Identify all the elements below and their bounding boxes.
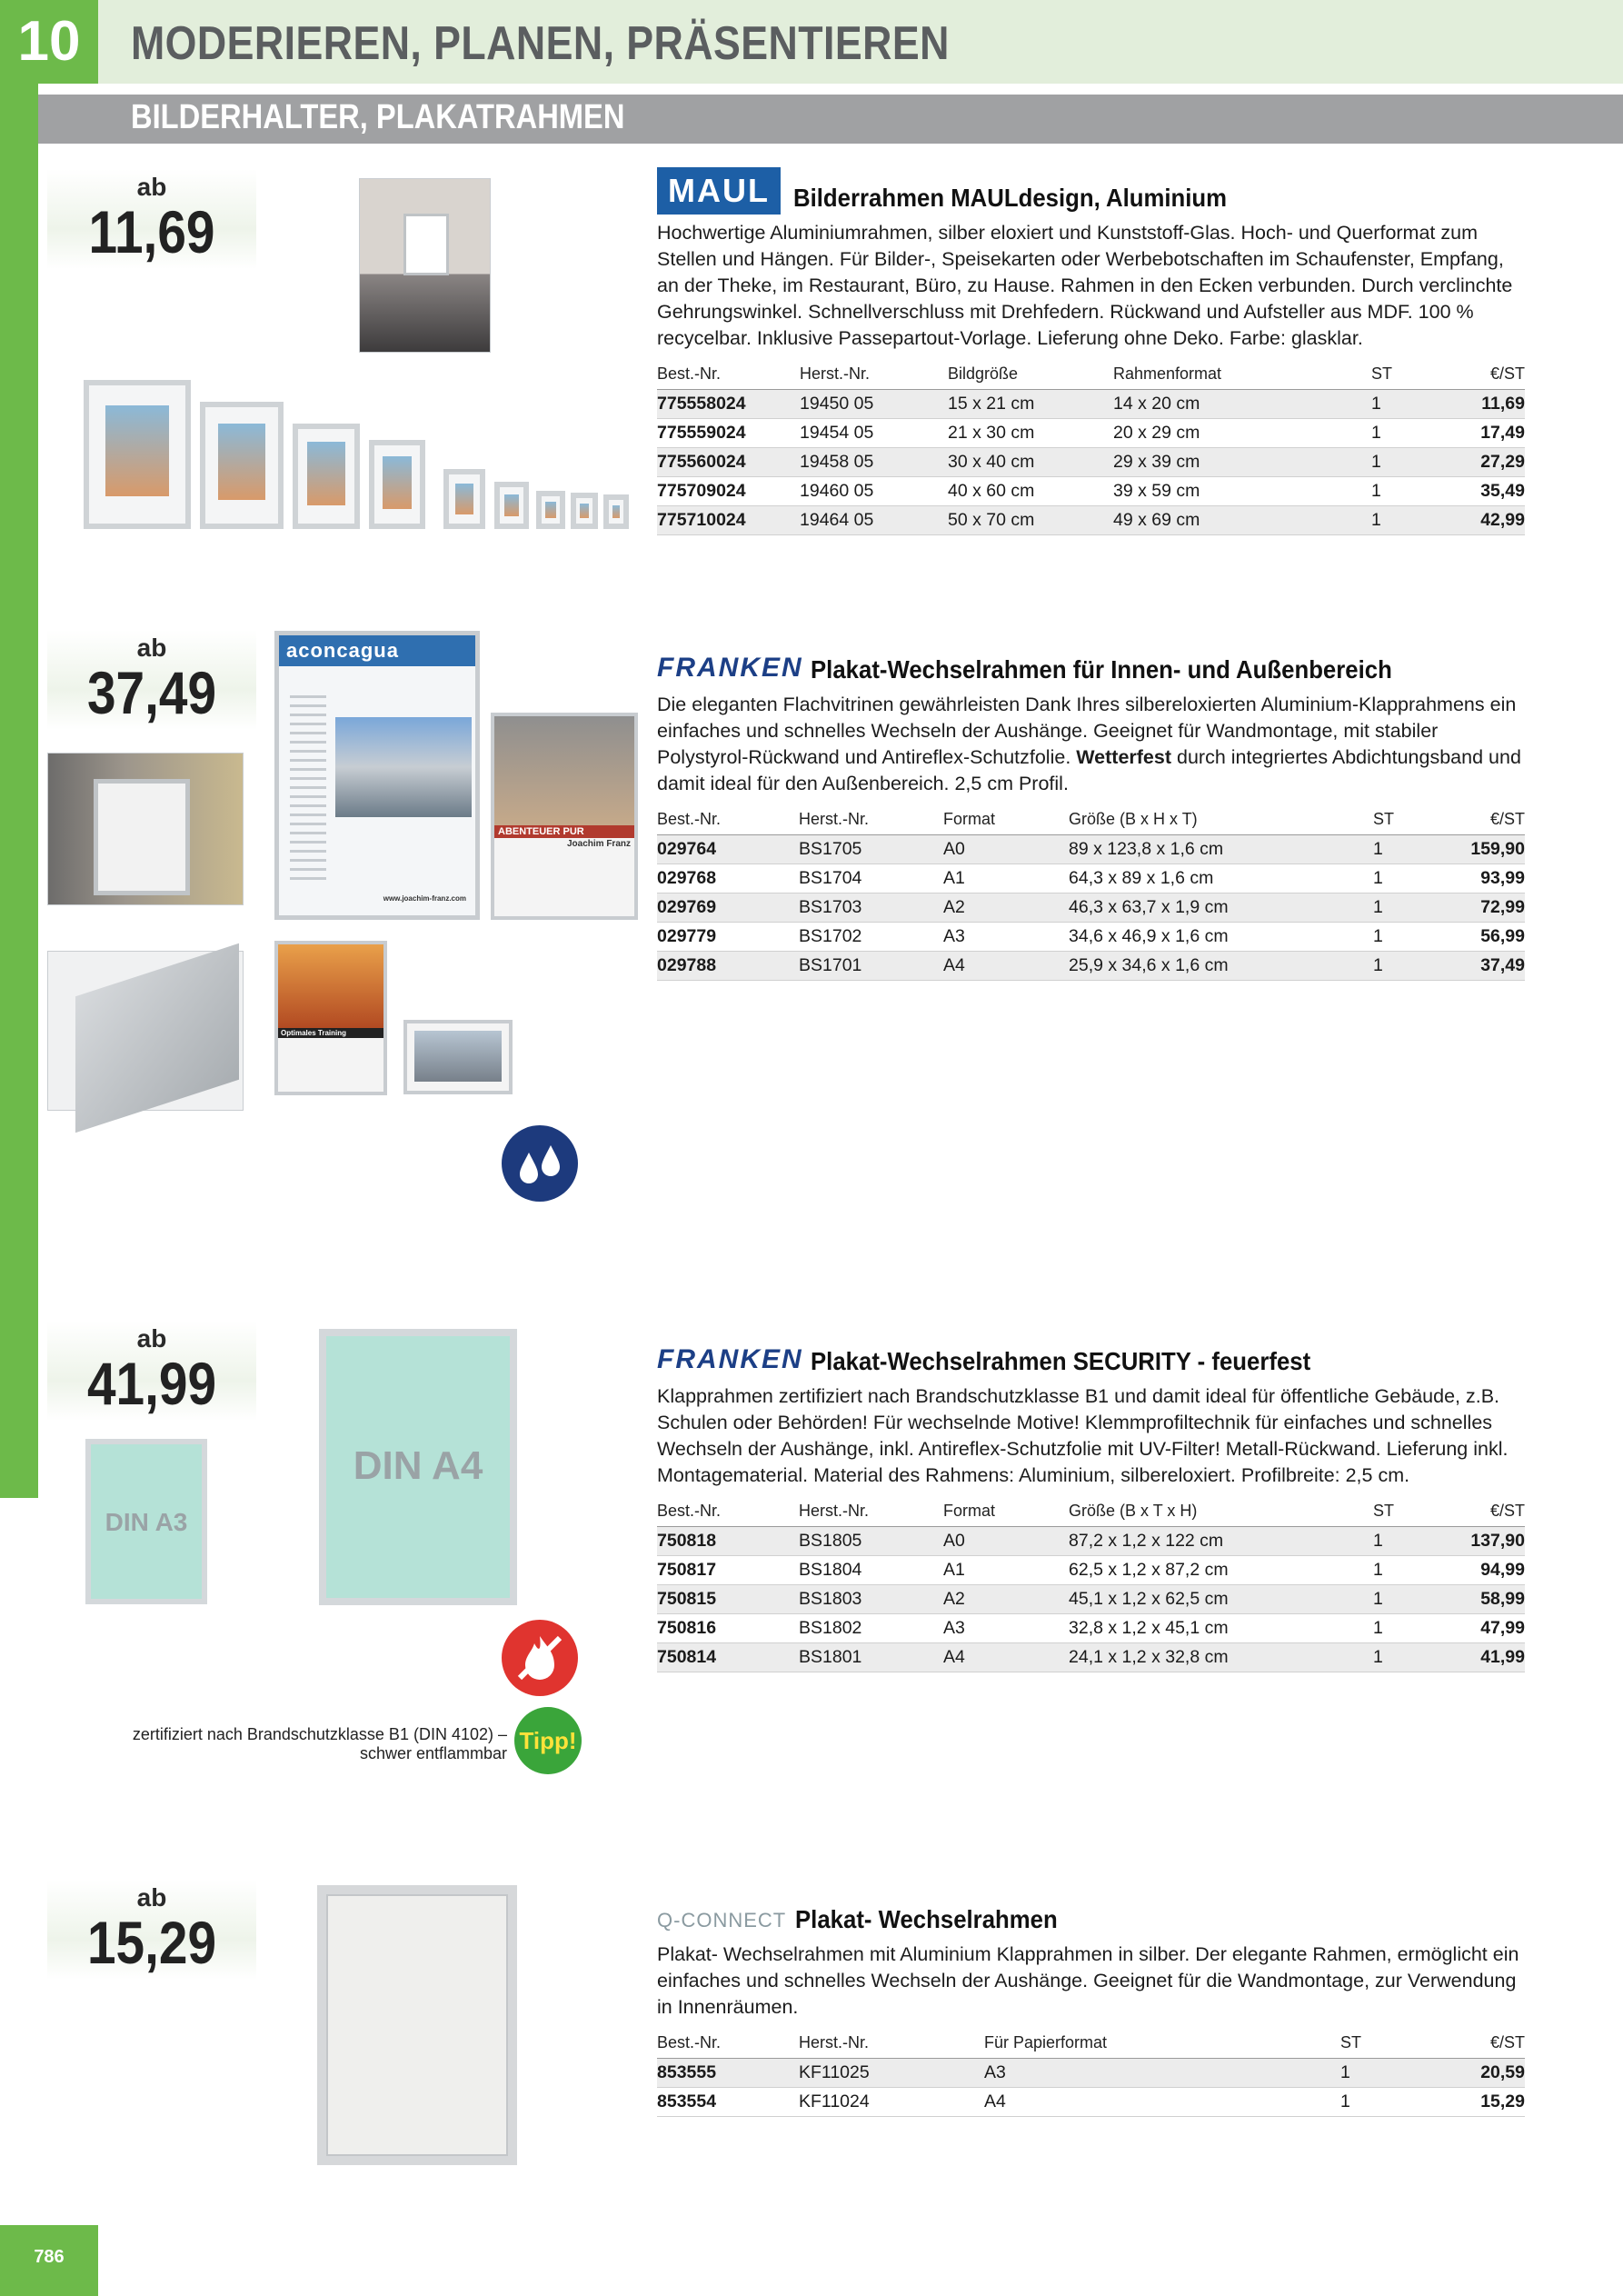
order-number: 853554 [657, 2088, 799, 2117]
unit-price: 11,69 [1444, 390, 1525, 419]
table-row [657, 1527, 1525, 1556]
product-block-franken-security [657, 1327, 1525, 1672]
mfr-number: BS1803 [799, 1585, 943, 1614]
cell: 21 x 30 cm [948, 419, 1113, 448]
unit-price: 35,49 [1444, 477, 1525, 506]
table-row [657, 390, 1525, 419]
mfr-number: KF11025 [799, 2059, 984, 2088]
order-number: 750818 [657, 1527, 799, 1556]
unit-price: 94,99 [1446, 1556, 1525, 1585]
certification-note [73, 1725, 507, 1763]
price-badge [47, 1880, 256, 1980]
price-value: 15,29 [86, 1909, 217, 1976]
order-number: 029769 [657, 893, 799, 923]
cell: A2 [943, 893, 1069, 923]
cell: A2 [943, 1585, 1069, 1614]
product-description [657, 692, 1525, 797]
unit-price: 41,99 [1446, 1643, 1525, 1672]
product-photo-wall [47, 753, 244, 905]
mfr-number: 19460 05 [800, 477, 948, 506]
product-description: Klapprahmen zertifiziert nach Brandschutzklasse B1 und damit ideal für öffentliche Gebäude, z.B. Schulen oder Behörden! Für wechselnde Motive! Klemmprofiltechnik für einfaches und schnelles Wechseln der Aushänge, inkl. Antireflex-Schutzfolie mit UV-Filter! Metall-Rückwand. Lieferung inkl. Montagematerial. Material des Rahmens: Aluminium, silbereloxiert. Profilbreite: 2,5 cm. [657, 1385, 1508, 1486]
cell: 1 [1373, 1527, 1446, 1556]
cell: A1 [943, 1556, 1069, 1585]
mfr-number: 19464 05 [800, 506, 948, 535]
cell: 1 [1340, 2059, 1413, 2088]
cell: 1 [1373, 923, 1446, 952]
poster-image [335, 717, 472, 817]
order-number: 775709024 [657, 477, 800, 506]
cell: 1 [1373, 1643, 1446, 1672]
poster-image [278, 944, 383, 1028]
cell: 1 [1371, 390, 1444, 419]
product-photo-room [359, 178, 491, 353]
product-photo-poster [274, 631, 480, 920]
spec-table [657, 1498, 1525, 1672]
cell: A1 [943, 864, 1069, 893]
col-header: Herst.-Nr. [799, 806, 943, 835]
order-number: 750816 [657, 1614, 799, 1643]
col-header: Für Papierformat [984, 2030, 1340, 2059]
cell: 1 [1373, 1556, 1446, 1585]
unit-price: 56,99 [1446, 923, 1525, 952]
table-row [657, 835, 1525, 864]
mfr-number: KF11024 [799, 2088, 984, 2117]
col-header: €/ST [1444, 361, 1525, 390]
col-header: Größe (B x T x H) [1069, 1498, 1373, 1527]
product-description: Plakat- Wechselrahmen mit Aluminium Klapprahmen in silber. Der elegante Rahmen, ermöglicht ein einfaches und schnelles Wechseln der Aushänge. Geeignet für die Wandmontage, zur Verwendung in Innenräumen. [657, 1943, 1519, 2018]
spec-table [657, 361, 1525, 535]
unit-price: 27,29 [1444, 448, 1525, 477]
price-badge [47, 169, 256, 269]
frame-thumb [443, 469, 485, 529]
col-header: Bildgröße [948, 361, 1113, 390]
order-number: 775559024 [657, 419, 800, 448]
cell: 64,3 x 89 x 1,6 cm [1069, 864, 1373, 893]
unit-price: 42,99 [1444, 506, 1525, 535]
cell: 49 x 69 cm [1113, 506, 1371, 535]
order-number: 750815 [657, 1585, 799, 1614]
product-photo-qconnect-frame [317, 1885, 517, 2165]
order-number: 775710024 [657, 506, 800, 535]
section-title: BILDERHALTER, PLAKATRAHMEN [131, 98, 625, 136]
order-number: 029788 [657, 952, 799, 981]
price-value: 37,49 [86, 659, 217, 726]
mfr-number: 19458 05 [800, 448, 948, 477]
col-header: ST [1373, 1498, 1446, 1527]
mfr-number: 19450 05 [800, 390, 948, 419]
cell: 1 [1373, 1585, 1446, 1614]
mfr-number: BS1701 [799, 952, 943, 981]
table-row [657, 448, 1525, 477]
poster-text-lines [290, 695, 326, 886]
cell: 32,8 x 1,2 x 45,1 cm [1069, 1614, 1373, 1643]
cell: A0 [943, 1527, 1069, 1556]
frame-thumb [84, 380, 191, 529]
franken-logo: FRANKEN [657, 653, 803, 683]
mfr-number: 19454 05 [800, 419, 948, 448]
cell: 20 x 29 cm [1113, 419, 1371, 448]
unit-price: 93,99 [1446, 864, 1525, 893]
cell: A3 [943, 1614, 1069, 1643]
cell: A3 [943, 923, 1069, 952]
description-part: durch integriertes Abdichtungsband und damit ideal für den Außenbereich. 2,5 cm Profil. [657, 746, 1521, 794]
poster-headline: ABENTEUER PUR [494, 825, 634, 838]
unit-price: 15,29 [1413, 2088, 1525, 2117]
product-title: Plakat-Wechselrahmen SECURITY - feuerfest [810, 1347, 1310, 1375]
cell: A4 [943, 1643, 1069, 1672]
cell: 1 [1373, 893, 1446, 923]
product-title: Plakat- Wechselrahmen [795, 1905, 1058, 1933]
price-badge [47, 630, 256, 730]
order-number: 775558024 [657, 390, 800, 419]
franken-logo: FRANKEN [657, 1344, 803, 1374]
mfr-number: BS1705 [799, 835, 943, 864]
spec-table [657, 2030, 1525, 2117]
poster-url: www.joachim-franz.com [383, 894, 466, 903]
col-header: Größe (B x H x T) [1069, 806, 1373, 835]
cell: 1 [1373, 952, 1446, 981]
col-header: €/ST [1446, 1498, 1525, 1527]
col-header: ST [1340, 2030, 1413, 2059]
frame-din-a3 [85, 1439, 207, 1604]
col-header: Best.-Nr. [657, 361, 800, 390]
cell: A4 [943, 952, 1069, 981]
price-prefix: ab [136, 173, 167, 201]
cell: 24,1 x 1,2 x 32,8 cm [1069, 1643, 1373, 1672]
unit-price: 20,59 [1413, 2059, 1525, 2088]
cell: 1 [1371, 448, 1444, 477]
table-row [657, 477, 1525, 506]
product-block-franken-outdoor [657, 635, 1525, 981]
table-row [657, 506, 1525, 535]
cell: 30 x 40 cm [948, 448, 1113, 477]
note-line: zertifiziert nach Brandschutzklasse B1 (DIN 4102) – [132, 1725, 507, 1743]
col-header: €/ST [1446, 806, 1525, 835]
frame-thumb [200, 402, 284, 529]
table-row [657, 2059, 1525, 2088]
col-header: €/ST [1413, 2030, 1525, 2059]
frame-label: DIN A3 [105, 1508, 188, 1536]
cell: 1 [1340, 2088, 1413, 2117]
frame-label: DIN A4 [353, 1443, 483, 1488]
water-drop-icon [502, 1125, 578, 1202]
cell: 15 x 21 cm [948, 390, 1113, 419]
cell: 62,5 x 1,2 x 87,2 cm [1069, 1556, 1373, 1585]
mfr-number: BS1703 [799, 893, 943, 923]
cell: 14 x 20 cm [1113, 390, 1371, 419]
description-part: Die eleganten Flachvitrinen gewährleisten Dank Ihres silbereloxierten Aluminium-Klapprahmens ein einfaches und schnelles Wechseln der Aushänge. Geeignet für Wandmontage, mit stabiler Polystyrol-Rückwand und Antireflex-Schutzfolie. [657, 694, 1517, 768]
cell: 39 x 59 cm [1113, 477, 1371, 506]
price-value: 41,99 [86, 1350, 217, 1417]
unit-price: 159,90 [1446, 835, 1525, 864]
cell: 1 [1373, 864, 1446, 893]
order-number: 750817 [657, 1556, 799, 1585]
frame-thumb [369, 440, 425, 529]
product-photo-corner [47, 951, 244, 1111]
unit-price: 72,99 [1446, 893, 1525, 923]
cell: 40 x 60 cm [948, 477, 1113, 506]
framed-picture [403, 214, 449, 275]
cell: 89 x 123,8 x 1,6 cm [1069, 835, 1373, 864]
mfr-number: BS1801 [799, 1643, 943, 1672]
price-prefix: ab [136, 1883, 167, 1912]
col-header: ST [1373, 806, 1446, 835]
frame-din-a4 [319, 1329, 517, 1605]
cell: 46,3 x 63,7 x 1,9 cm [1069, 893, 1373, 923]
unit-price: 37,49 [1446, 952, 1525, 981]
product-photo-frames [84, 376, 656, 531]
cell: 45,1 x 1,2 x 62,5 cm [1069, 1585, 1373, 1614]
col-header: Herst.-Nr. [799, 2030, 984, 2059]
qconnect-logo: Q-CONNECT [657, 1909, 787, 1932]
table-row [657, 952, 1525, 981]
cell: 87,2 x 1,2 x 122 cm [1069, 1527, 1373, 1556]
frame-thumb [293, 424, 360, 529]
cell: 25,9 x 34,6 x 1,6 cm [1069, 952, 1373, 981]
frame-thumb [494, 482, 529, 529]
order-number: 029764 [657, 835, 799, 864]
mfr-number: BS1702 [799, 923, 943, 952]
mfr-number: BS1804 [799, 1556, 943, 1585]
page-number: 786 [0, 2225, 98, 2296]
spec-table [657, 806, 1525, 981]
product-block-qconnect [657, 1885, 1525, 2117]
table-row [657, 1614, 1525, 1643]
order-number: 029768 [657, 864, 799, 893]
frame-corner [75, 943, 239, 1133]
order-number: 853555 [657, 2059, 799, 2088]
description-highlight: Wetterfest [1076, 746, 1172, 768]
product-description: Hochwertige Aluminiumrahmen, silber eloxiert und Kunststoff-Glas. Hoch- und Querformat zum Stellen und Hängen. Für Bilder-, Speisekarten oder Werbebotschaften im Schaufenster, Empfang, an der Theke, im Restaurant, Büro, zu Hause. Rahmen in den Ecken verbunden. Durch verclinchte Gehrungswinkel. Schnellverschluss mit Drehfedern. Rückwand und Aufsteller aus MDF. 100 % recycelbar. Inklusive Passepartout-Vorlage. Lieferung ohne Deko. Farbe: glasklar. [657, 222, 1513, 349]
note-line: schwer entflammbar [359, 1744, 507, 1762]
poster-image [494, 716, 634, 825]
wall-frame [94, 779, 190, 895]
chapter-title: MODERIEREN, PLANEN, PRÄSENTIEREN [131, 17, 950, 70]
col-header: Best.-Nr. [657, 2030, 799, 2059]
frame-thumb [603, 494, 629, 529]
order-number: 775560024 [657, 448, 800, 477]
mfr-number: BS1704 [799, 864, 943, 893]
table-row [657, 1556, 1525, 1585]
col-header: Format [943, 1498, 1069, 1527]
price-value: 11,69 [88, 198, 215, 265]
cell: 1 [1371, 477, 1444, 506]
cell: 1 [1371, 506, 1444, 535]
poster-caption: Joachim Franz [566, 839, 631, 849]
product-block-maul [657, 164, 1525, 535]
table-row [657, 893, 1525, 923]
col-header: Herst.-Nr. [800, 361, 948, 390]
cell: 34,6 x 46,9 x 1,6 cm [1069, 923, 1373, 952]
cell: A0 [943, 835, 1069, 864]
cell: 50 x 70 cm [948, 506, 1113, 535]
table-row [657, 419, 1525, 448]
product-photo-poster-runner [274, 941, 387, 1095]
unit-price: 47,99 [1446, 1614, 1525, 1643]
order-number: 750814 [657, 1643, 799, 1672]
col-header: Rahmenformat [1113, 361, 1371, 390]
table-row [657, 1585, 1525, 1614]
frame-thumb [536, 491, 565, 529]
unit-price: 58,99 [1446, 1585, 1525, 1614]
col-header: ST [1371, 361, 1444, 390]
table-row [657, 923, 1525, 952]
poster-caption: Optimales Training [278, 1028, 383, 1038]
product-title: Plakat-Wechselrahmen für Innen- und Außenbereich [810, 655, 1392, 684]
product-title: Bilderrahmen MAULdesign, Aluminium [793, 184, 1228, 212]
product-photo-poster-cyclist [491, 713, 638, 920]
cell: A3 [984, 2059, 1340, 2088]
cell: 1 [1371, 419, 1444, 448]
order-number: 029779 [657, 923, 799, 952]
unit-price: 137,90 [1446, 1527, 1525, 1556]
side-green-bar [0, 84, 38, 1498]
col-header: Format [943, 806, 1069, 835]
unit-price: 17,49 [1444, 419, 1525, 448]
col-header: Best.-Nr. [657, 806, 799, 835]
table-row [657, 2088, 1525, 2117]
price-badge [47, 1321, 256, 1421]
col-header: Herst.-Nr. [799, 1498, 943, 1527]
cell: 1 [1373, 1614, 1446, 1643]
tipp-badge-icon: Tipp! [514, 1707, 582, 1774]
table-row [657, 1643, 1525, 1672]
price-prefix: ab [136, 1324, 167, 1353]
col-header: Best.-Nr. [657, 1498, 799, 1527]
maul-logo: MAUL [657, 167, 781, 215]
cell: 29 x 39 cm [1113, 448, 1371, 477]
price-prefix: ab [136, 634, 167, 662]
poster-image [414, 1031, 502, 1082]
fire-protection-icon [502, 1620, 578, 1696]
frame-thumb [571, 493, 598, 529]
table-row [657, 864, 1525, 893]
mfr-number: BS1802 [799, 1614, 943, 1643]
product-photo-landscape [403, 1020, 513, 1094]
poster-brand: aconcagua [279, 635, 475, 666]
mfr-number: BS1805 [799, 1527, 943, 1556]
chapter-number: 10 [0, 0, 98, 84]
cell: A4 [984, 2088, 1340, 2117]
cell: 1 [1373, 835, 1446, 864]
